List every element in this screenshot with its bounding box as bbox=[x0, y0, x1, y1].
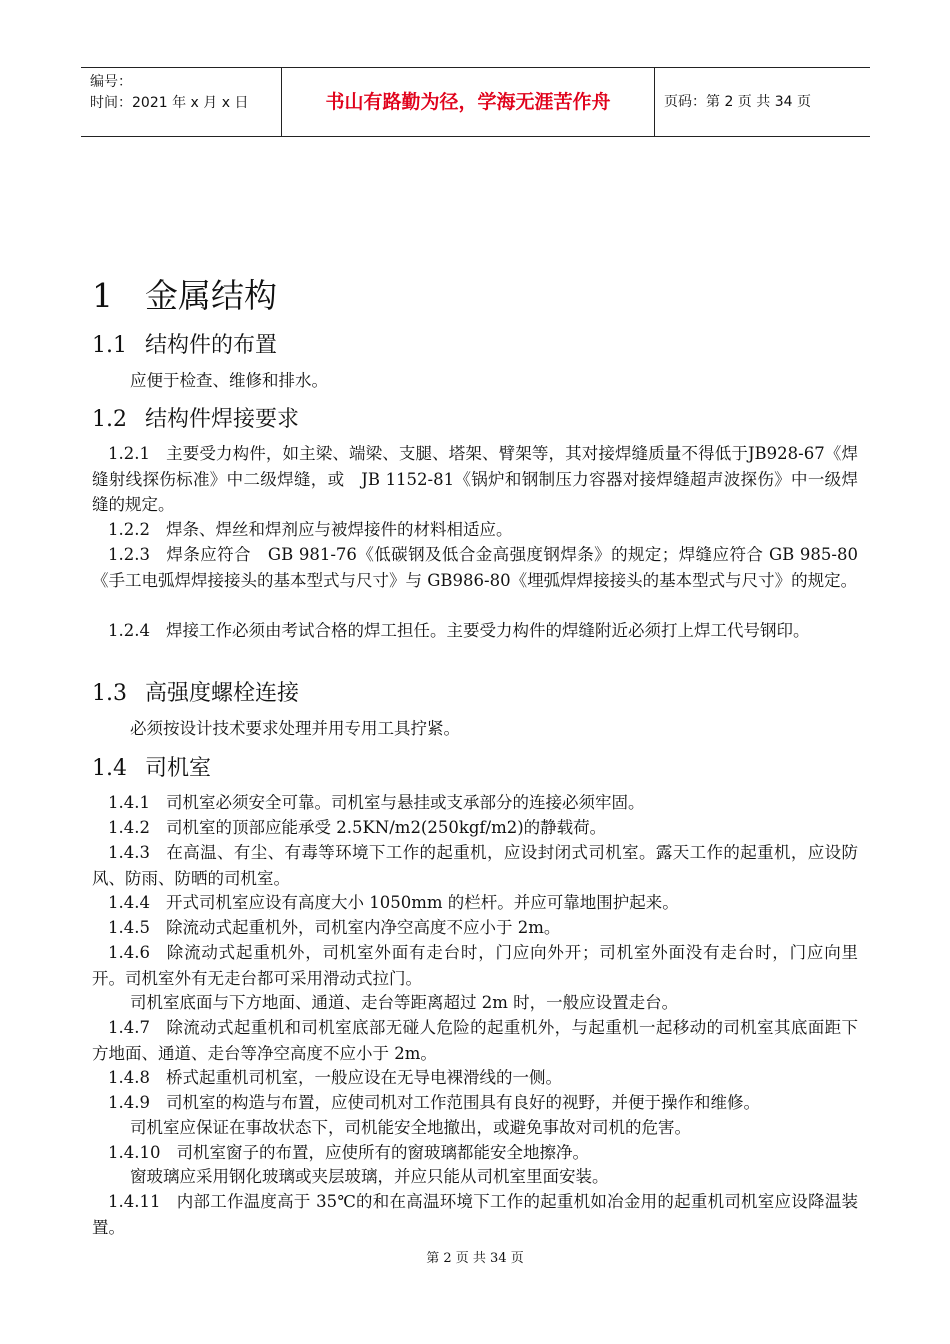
chapter-number: 1 bbox=[92, 276, 113, 315]
clause-text: 主要受力构件，如主梁、端梁、支腿、塔架、臂架等，其对接焊缝质量不得低于JB928-67《焊缝射线探伤标准》中二级焊缝，或 JB 1152-81《锅炉和钢制压力容器对接焊缝超声波探伤》中一级焊缝的规定。 bbox=[92, 444, 858, 514]
paragraph-1-2-3 bbox=[92, 542, 858, 593]
chapter-title: 金属结构 bbox=[145, 276, 277, 315]
paragraph-1-4-9 bbox=[92, 1090, 858, 1116]
paragraph-1-4-4 bbox=[92, 890, 858, 916]
clause-text: 焊条、焊丝和焊剂应与被焊接件的材料相适应。 bbox=[165, 520, 513, 539]
chapter-heading bbox=[92, 270, 277, 317]
clause-number: 1.4.6 bbox=[108, 943, 150, 962]
section-title: 结构件的布置 bbox=[145, 333, 278, 358]
clause-text: 焊接工作必须由考试合格的焊工担任。主要受力构件的焊缝附近必须打上焊工代号钢印。 bbox=[165, 621, 810, 640]
section-number: 1.2 bbox=[92, 407, 127, 432]
clause-text: 司机室必须安全可靠。司机室与悬挂或支承部分的连接必须牢固。 bbox=[165, 793, 645, 812]
header-motto: 书山有路勤为径，学海无涯苦作舟 bbox=[282, 68, 655, 136]
section-heading-1-2 bbox=[92, 402, 299, 433]
paragraph-1-4-10-cont: 窗玻璃应采用钢化玻璃或夹层玻璃，并应只能从司机室里面安装。 bbox=[130, 1167, 609, 1186]
clause-number: 1.4.11 bbox=[108, 1192, 161, 1211]
paragraph-1-4-9-cont: 司机室应保证在事故状态下，司机能安全地撤出，或避免事故对司机的危害。 bbox=[130, 1118, 691, 1137]
clause-number: 1.4.8 bbox=[108, 1068, 150, 1087]
section-title: 结构件焊接要求 bbox=[145, 407, 300, 432]
paragraph-1-4-2 bbox=[92, 815, 858, 841]
section-heading-1-1 bbox=[92, 328, 277, 359]
paragraph-1-4-1 bbox=[92, 790, 858, 816]
paragraph-1-4-5 bbox=[92, 915, 858, 941]
paragraph-1-4-6 bbox=[92, 940, 858, 991]
paragraph-1-4-7 bbox=[92, 1015, 858, 1066]
section-heading-1-3 bbox=[92, 676, 299, 707]
clause-number: 1.2.1 bbox=[108, 444, 150, 463]
section-number: 1.1 bbox=[92, 333, 127, 358]
paragraph: 必须按设计技术要求处理并用专用工具拧紧。 bbox=[130, 719, 460, 738]
clause-number: 1.4.9 bbox=[108, 1093, 150, 1112]
clause-text: 除流动式起重机和司机室底部无碰人危险的起重机外，与起重机一起移动的司机室其底面距下方地面、通道、走台等净空高度不应小于 2m。 bbox=[92, 1018, 858, 1063]
clause-text: 司机室的顶部应能承受 2.5KN/m2(250kgf/m2)的静载荷。 bbox=[165, 818, 607, 837]
section-number: 1.4 bbox=[92, 756, 127, 781]
section-title: 高强度螺栓连接 bbox=[145, 681, 300, 706]
paragraph-1-4-10 bbox=[92, 1140, 858, 1166]
clause-text: 焊条应符合 GB 981-76《低碳钢及低合金高强度钢焊条》的规定；焊缝应符合 GB 985-80《手工电弧焊焊接接头的基本型式与尺寸》与 GB986-80《埋弧焊焊接接头的基本型式与尺寸》的规定。 bbox=[92, 545, 858, 590]
page-header bbox=[81, 67, 870, 137]
clause-text: 桥式起重机司机室，一般应设在无导电裸滑线的一侧。 bbox=[165, 1068, 562, 1087]
clause-number: 1.4.5 bbox=[108, 918, 150, 937]
paragraph-1-4-6-cont: 司机室底面与下方地面、通道、走台等距离超过 2m 时，一般应设置走台。 bbox=[130, 993, 679, 1012]
clause-number: 1.4.4 bbox=[108, 893, 150, 912]
header-meta-cell bbox=[81, 68, 282, 136]
clause-text: 除流动式起重机外，司机室外面有走台时，门应向外开；司机室外面没有走台时，门应向里开。司机室外有无走台都可采用滑动式拉门。 bbox=[92, 943, 858, 988]
clause-number: 1.2.4 bbox=[108, 621, 150, 640]
clause-text: 司机室窗子的布置，应使所有的窗玻璃都能安全地擦净。 bbox=[176, 1143, 589, 1162]
code-label: 编号： bbox=[90, 74, 132, 90]
clause-text: 司机室的构造与布置，应使司机对工作范围具有良好的视野，并便于操作和维修。 bbox=[165, 1093, 760, 1112]
clause-number: 1.4.7 bbox=[108, 1018, 150, 1037]
clause-text: 内部工作温度高于 35℃的和在高温环境下工作的起重机如冶金用的起重机司机室应设降温装置。 bbox=[92, 1192, 858, 1237]
clause-number: 1.2.2 bbox=[108, 520, 150, 539]
clause-text: 在高温、有尘、有毒等环境下工作的起重机，应设封闭式司机室。露天工作的起重机，应设防风、防雨、防晒的司机室。 bbox=[92, 843, 858, 888]
clause-number: 1.4.3 bbox=[108, 843, 150, 862]
clause-number: 1.4.2 bbox=[108, 818, 150, 837]
section-heading-1-4 bbox=[92, 751, 211, 782]
paragraph-1-4-3 bbox=[92, 840, 858, 891]
paragraph-1-2-2 bbox=[92, 517, 858, 543]
paragraph: 应便于检查、维修和排水。 bbox=[130, 371, 328, 390]
clause-text: 除流动式起重机外，司机室内净空高度不应小于 2m。 bbox=[165, 918, 561, 937]
clause-number: 1.4.10 bbox=[108, 1143, 161, 1162]
paragraph-1-2-4 bbox=[92, 618, 858, 644]
header-page-label: 页码：第 2 页 共 34 页 bbox=[664, 94, 811, 110]
time-label: 时间：2021 年 x 月 x 日 bbox=[90, 95, 249, 111]
clause-number: 1.4.1 bbox=[108, 793, 150, 812]
clause-number: 1.2.3 bbox=[108, 545, 150, 564]
section-number: 1.3 bbox=[92, 681, 127, 706]
page-footer: 第 2 页 共 34 页 bbox=[426, 1251, 524, 1266]
paragraph-1-2-1 bbox=[92, 441, 858, 518]
section-title: 司机室 bbox=[145, 756, 212, 781]
paragraph-1-4-11 bbox=[92, 1189, 858, 1240]
paragraph-1-4-8 bbox=[92, 1065, 858, 1091]
clause-text: 开式司机室应设有高度大小 1050mm 的栏杆。并应可靠地围护起来。 bbox=[165, 893, 679, 912]
